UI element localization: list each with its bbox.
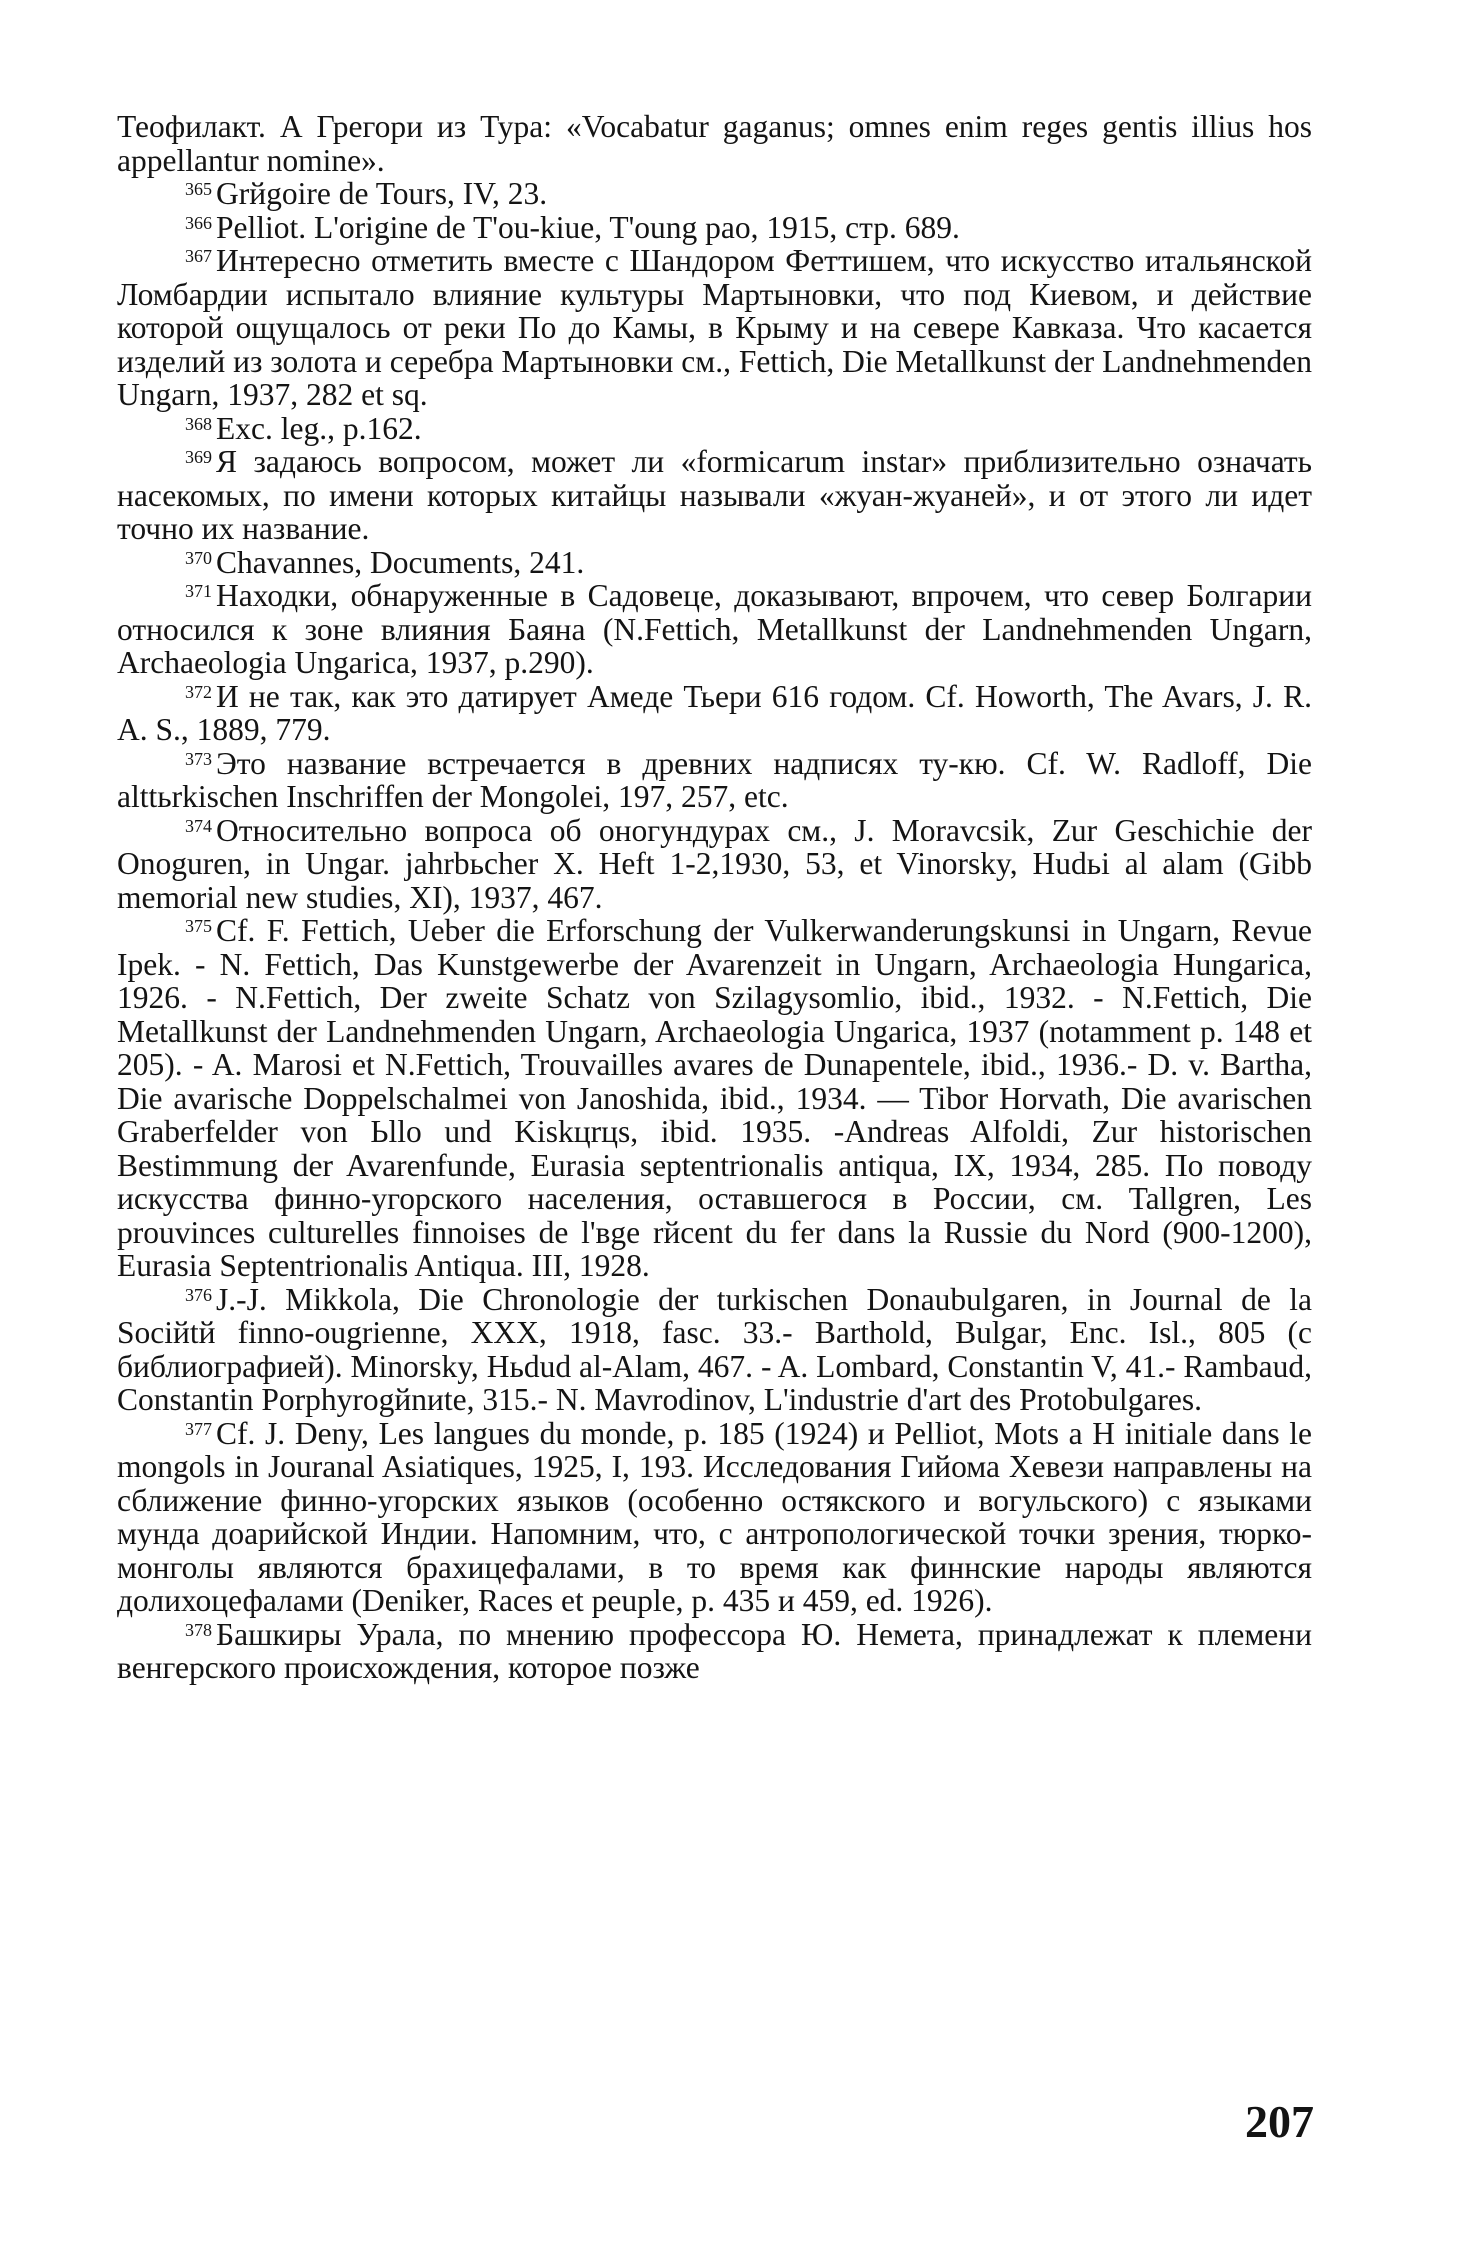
footnote: [117, 814, 1312, 915]
footnote-number: 375: [185, 916, 212, 936]
footnote: [117, 579, 1312, 680]
footnote: [117, 747, 1312, 814]
footnote-continuation: [117, 110, 1312, 177]
footnote-number: 373: [185, 748, 212, 769]
footnote: [117, 445, 1312, 546]
page-number: 207: [1245, 2096, 1314, 2147]
footnote: [117, 244, 1312, 412]
footnote-number: 377: [185, 1418, 212, 1439]
footnote: [117, 1417, 1312, 1618]
footnote-number: 378: [185, 1619, 212, 1640]
footnote-text: Pelliot. L'origine de T'ou-kiue, T'oung pao, 1915, стр. 689.: [216, 209, 960, 245]
footnote-number: 365: [185, 179, 212, 199]
footnote-number: 371: [185, 581, 212, 601]
footnote: [117, 1283, 1312, 1417]
footnote-text: Интересно отметить вместе с Шандором Феттишем, что искусство итальянской Ломбардии испытало влияние культуры Мартыновки, что под Киевом, и действие которой ощущалось от реки По до Камы, в Крыму и на севере Кавказа. Что касается изделий из золота и серебра Мартыновки см., Fettich, Die Metallkunst der Landnehmenden Ungarn, 1937, 282 et sq.: [117, 243, 1312, 412]
footnote-number: 376: [185, 1284, 212, 1305]
footnote-text: Находки, обнаруженные в Садовеце, доказывают, впрочем, что север Болгарии относился к зоне влияния Баяна (N.Fettich, Metallkunst der Landnehmenden Ungarn, Archaeologia Ungarica, 1937, p.290).: [117, 578, 1312, 680]
footnotes-block: [117, 110, 1312, 1685]
footnote-number: 372: [185, 681, 212, 702]
footnote-text: Cf. F. Fettich, Ueber die Erforschung der Vulkerwanderungskunsi in Ungarn, Revue Ipek. - N. Fettich, Das Kunstgewerbe der Avarenzeit in Ungarn, Archaeologia Hungarica, 1926. - N.Fettich, Der zweite Schatz von Szilagysomlio, ibid., 1932. - N.Fettich, Die Metallkunst der Landnehmenden Ungarn, Archaeologia Ungarica, 1937 (notamment p. 148 et 205). - A. Marosi et N.Fettich, Trouvailles avares de Dunapentele, ibid., 1936.- D. v. Bartha, Die avarische Doppelschalmei von Janoshida, ibid., 1934. — Tibor Horvath, Die avarischen Graberfelder von Ьllo und Kiskцrцs, ibid. 1935. -Andreas Alfoldi, Zur historischen Bestimmung der Avarenfunde, Eurasia septentrionalis antiqua, IX, 1934, 285. По поводу искусства финно-угорского населения, оставшегося в России, см. Tallgren, Les prouvinces culturelles finnoises de l'вge rйcent du fer dans la Russie du Nord (900-1200), Eurasia Septentrionalis Antiqua. III, 1928.: [117, 913, 1312, 1283]
footnote: [117, 546, 1312, 580]
footnote: [117, 914, 1312, 1283]
footnote-text: Башкиры Урала, по мнению профессора Ю. Немета, принадлежат к племени венгерского происхождения, которое позже: [117, 1616, 1312, 1685]
footnote-number: 369: [185, 447, 212, 467]
footnote: [117, 1618, 1312, 1685]
footnote-text: Теофилакт. А Грегори из Тура: «Vocabatur gaganus; omnes enim reges gentis illius hos appellantur nomine».: [117, 109, 1312, 178]
footnote-number: 367: [185, 246, 212, 266]
footnote-text: Это название встречается в древних надписях ту-кю. Cf. W. Radloff, Die alttьrkischen Inschriffen der Mongolei, 197, 257, etc.: [117, 745, 1312, 814]
footnote-text: Относительно вопроса об оногундурах см., J. Moravcsik, Zur Geschichie der Onoguren, in Ungar. jahrbьcher X. Heft 1-2,1930, 53, et Vinorsky, Hudьi al alam (Gibb memorial new studies, XI), 1937, 467.: [117, 812, 1312, 915]
footnote-number: 374: [185, 815, 212, 836]
footnote-text: И не так, как это датирует Амеде Тьери 616 годом. Cf. Howorth, The Avars, J. R. A. S., 1889, 779.: [117, 678, 1312, 747]
footnote-text: Я задаюсь вопросом, может ли «formicarum instar» приблизительно означать насекомых, по имени которых китайцы называли «жуан-жуаней», и от этого ли идет точно их название.: [117, 444, 1312, 546]
footnote-text: Exc. leg., p.162.: [216, 410, 422, 446]
footnote: [117, 211, 1312, 245]
footnote-text: Cf. J. Deny, Les langues du monde, p. 185 (1924) и Pelliot, Mots a H initiale dans le mongols in Jouranal Asiatiques, 1925, I, 193. Исследования Гийома Хевези направлены на сближение финно-угорских языков (особенно остякского и вогульского) с языками мунда доарийской Индии. Напомним, что, с антропологической точки зрения, тюрко-монголы являются брахицефалами, в то время как финнские народы являются долихоцефалами (Deniker, Races et peuple, p. 435 и 459, ed. 1926).: [117, 1415, 1312, 1618]
footnote: [117, 680, 1312, 747]
footnote-number: 368: [185, 413, 212, 434]
footnote: [117, 177, 1312, 211]
footnote: [117, 412, 1312, 446]
footnote-text: Grйgoire de Tours, IV, 23.: [216, 176, 548, 211]
footnote-number: 366: [185, 212, 212, 233]
footnote-text: J.-J. Mikkola, Die Chronologie der turkischen Donaubulgaren, in Journal de la Sociйtй finno-ougrienne, XXX, 1918, fasc. 33.- Barthold, Bulgar, Enc. Isl., 805 (с библиографией). Minorsky, Hьdud al-Alam, 467. - A. Lombard, Constantin V, 41.- Rambaud, Constantin Porphyrogйnиte, 315.- N. Mavrodinov, L'industrie d'art des Protobulgares.: [117, 1281, 1312, 1417]
footnote-number: 370: [185, 547, 212, 568]
footnote-text: Chavannes, Documents, 241.: [216, 544, 585, 580]
